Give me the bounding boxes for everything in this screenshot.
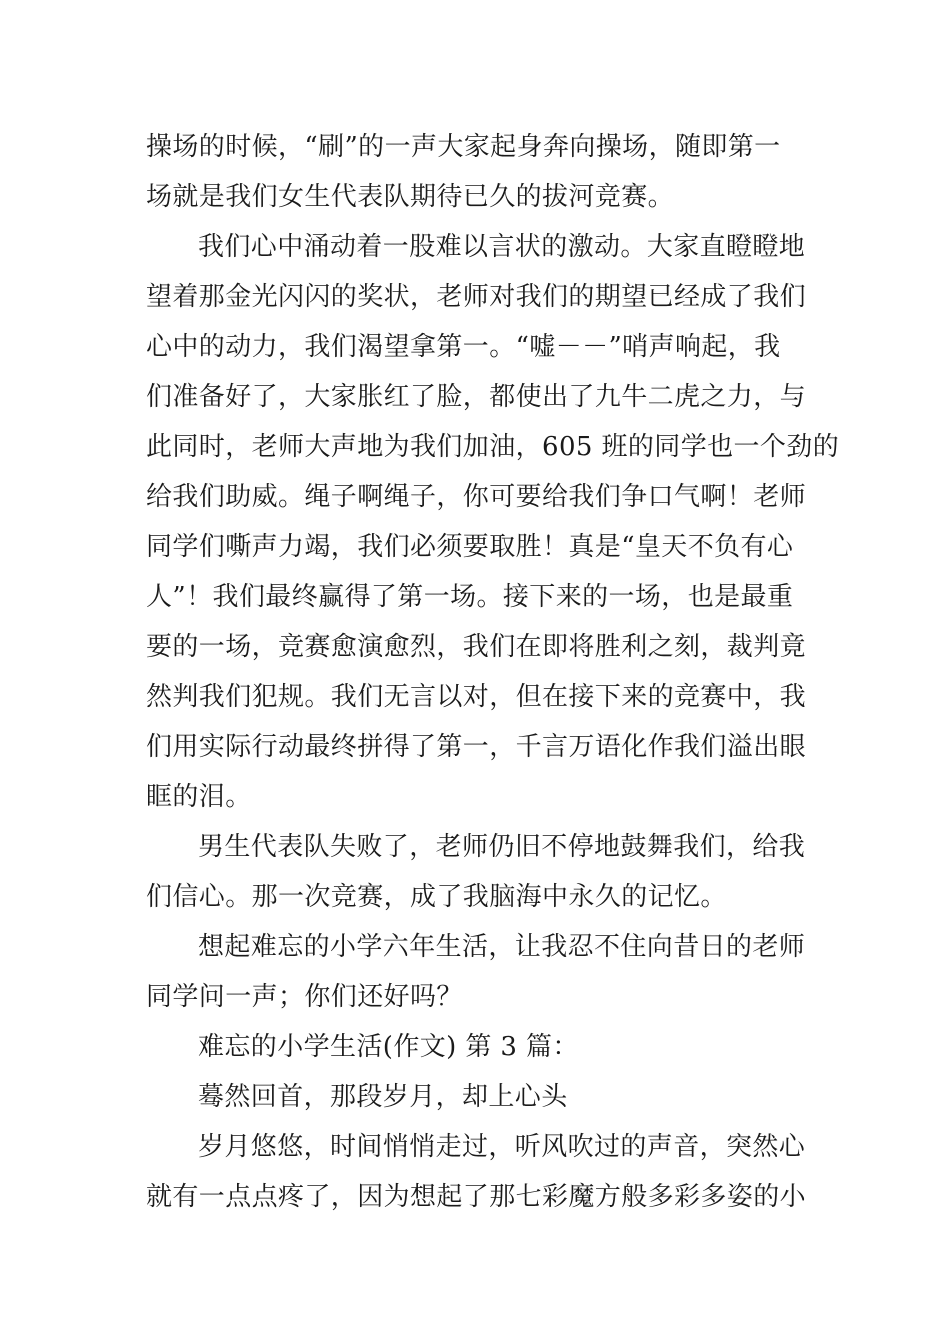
text-line: 同学们嘶声力竭，我们必须要取胜！真是“皇天不负有心: [146, 532, 794, 562]
text-line: 给我们助威。绳子啊绳子，你可要给我们争口气啊！老师: [146, 482, 807, 512]
text-line: 就有一点点疼了，因为想起了那七彩魔方般多彩多姿的小: [146, 1182, 807, 1212]
text-line: 眶的泪。: [146, 782, 252, 812]
text-line: 场就是我们女生代表队期待已久的拔河竞赛。: [146, 182, 675, 212]
text-line: 们准备好了，大家胀红了脸，都使出了九牛二虎之力，与: [146, 382, 807, 412]
text-line: 们用实际行动最终拼得了第一，千言万语化作我们溢出眼: [146, 732, 807, 762]
text-line: 岁月悠悠，时间悄悄走过，听风吹过的声音，突然心: [198, 1132, 806, 1162]
text-line: 然判我们犯规。我们无言以对，但在接下来的竞赛中，我: [146, 682, 807, 712]
text-line: 要的一场，竞赛愈演愈烈，我们在即将胜利之刻，裁判竟: [146, 632, 807, 662]
text-line: 操场的时候，“刷”的一声大家起身奔向操场，随即第一: [146, 132, 781, 162]
body-text: [146, 122, 840, 1222]
text-line: 难忘的小学生活(作文) 第 3 篇：: [198, 1032, 579, 1062]
text-line: 此同时，老师大声地为我们加油，605 班的同学也一个劲的: [146, 432, 840, 462]
text-line: 心中的动力，我们渴望拿第一。“嘘－－”哨声响起，我: [146, 332, 781, 362]
text-line: 同学问一声；你们还好吗？: [146, 982, 463, 1012]
text-line: 我们心中涌动着一股难以言状的激动。大家直瞪瞪地: [198, 232, 806, 262]
text-line: 男生代表队失败了，老师仍旧不停地鼓舞我们，给我: [198, 832, 806, 862]
text-line: 蓦然回首，那段岁月，却上心头: [198, 1082, 568, 1112]
text-line: 望着那金光闪闪的奖状，老师对我们的期望已经成了我们: [146, 282, 807, 312]
text-line: 们信心。那一次竞赛，成了我脑海中永久的记忆。: [146, 882, 727, 912]
text-line: 想起难忘的小学六年生活，让我忍不住向昔日的老师: [198, 932, 806, 962]
text-line: 人”！我们最终赢得了第一场。接下来的一场，也是最重: [146, 582, 794, 612]
